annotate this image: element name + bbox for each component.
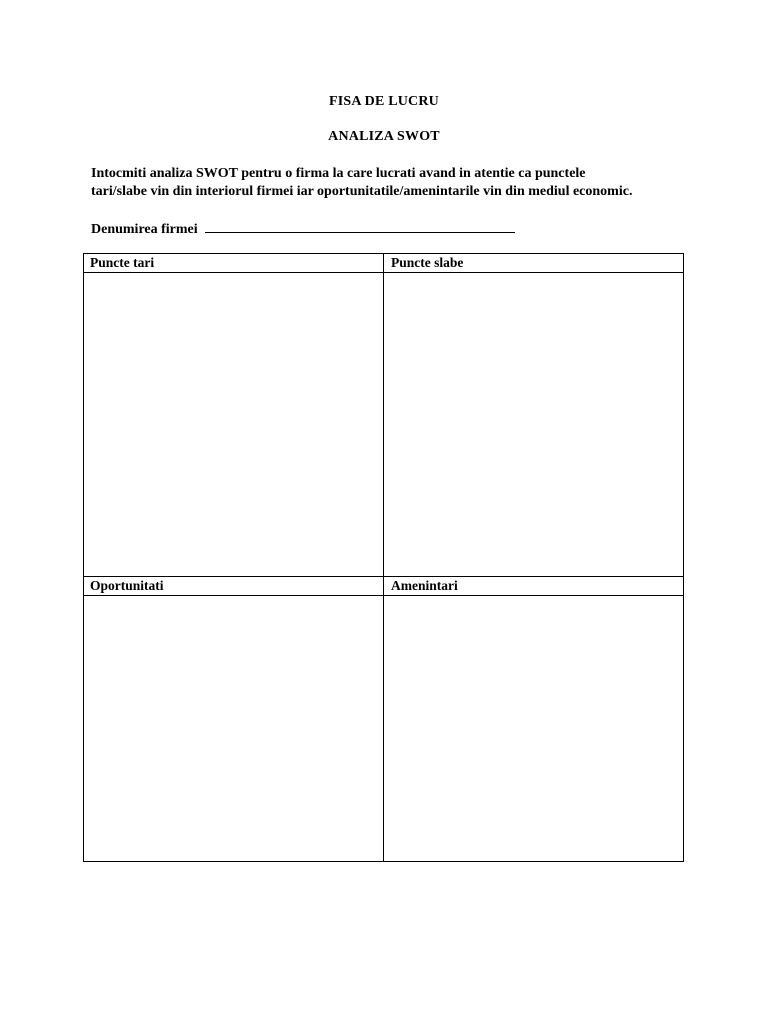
swot-cell-opportunities[interactable] <box>84 577 384 861</box>
swot-cell-threats[interactable] <box>384 577 683 861</box>
swot-cell-strengths[interactable] <box>84 254 384 577</box>
swot-header-strengths: Puncte tari <box>84 254 383 273</box>
firm-name-blank-line[interactable] <box>205 218 515 233</box>
swot-header-threats: Amenintari <box>384 577 683 596</box>
document-subtitle: ANALIZA SWOT <box>328 129 440 144</box>
swot-header-weaknesses: Puncte slabe <box>384 254 683 273</box>
swot-header-opportunities: Oportunitati <box>84 577 383 596</box>
document-title: FISA DE LUCRU <box>329 94 439 109</box>
firm-name-label: Denumirea firmei <box>91 222 198 237</box>
instructions-line-1: Intocmiti analiza SWOT pentru o firma la care lucrati avand in atentie ca punctele <box>91 166 586 181</box>
swot-table <box>83 253 684 862</box>
swot-cell-weaknesses[interactable] <box>384 254 683 577</box>
firm-name-row <box>91 218 515 238</box>
instructions-text <box>91 165 691 201</box>
instructions-line-2: tari/slabe vin din interiorul firmei iar oportunitatile/amenintarile vin din mediul economic. <box>91 184 633 199</box>
